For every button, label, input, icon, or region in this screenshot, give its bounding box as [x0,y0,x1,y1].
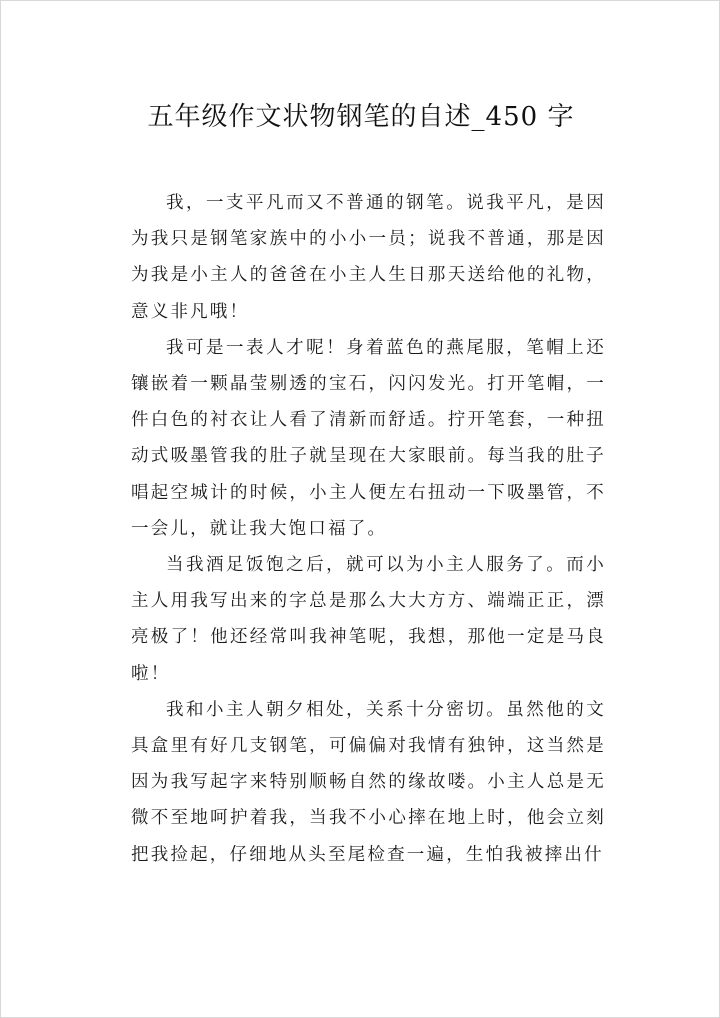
paragraph-2: 我可是一表人才呢！身着蓝色的燕尾服，笔帽上还镶嵌着一颗晶莹剔透的宝石，闪闪发光。打开笔帽，一件白色的衬衣让人看了清新而舒适。拧开笔套，一种扭动式吸墨管我的肚子就呈现在大家眼前。每当我的肚子唱起空城计的时候，小主人便左右扭动一下吸墨管，不一会儿，就让我大饱口福了。 [131,337,606,539]
document-title: 五年级作文状物钢笔的自述_450 字 [147,102,575,132]
document-body [131,185,606,873]
paragraph-1: 我，一支平凡而又不普通的钢笔。说我平凡，是因为我只是钢笔家族中的小小一员；说我不普通，那是因为我是小主人的爸爸在小主人生日那天送给他的礼物，意义非凡哦！ [131,193,606,322]
paragraph-3: 当我酒足饭饱之后，就可以为小主人服务了。而小主人用我写出来的字总是那么大大方方、端端正正，漂亮极了！他还经常叫我神笔呢，我想，那他一定是马良啦！ [131,555,606,684]
paragraph-4: 我和小主人朝夕相处，关系十分密切。虽然他的文具盒里有好几支钢笔，可偏偏对我情有独钟，这当然是因为我写起字来特别顺畅自然的缘故喽。小主人总是无微不至地呵护着我，当我不小心摔在地上时，他会立刻把我捡起，仔细地从头至尾检查一遍，生怕我被摔出什 [131,699,606,865]
